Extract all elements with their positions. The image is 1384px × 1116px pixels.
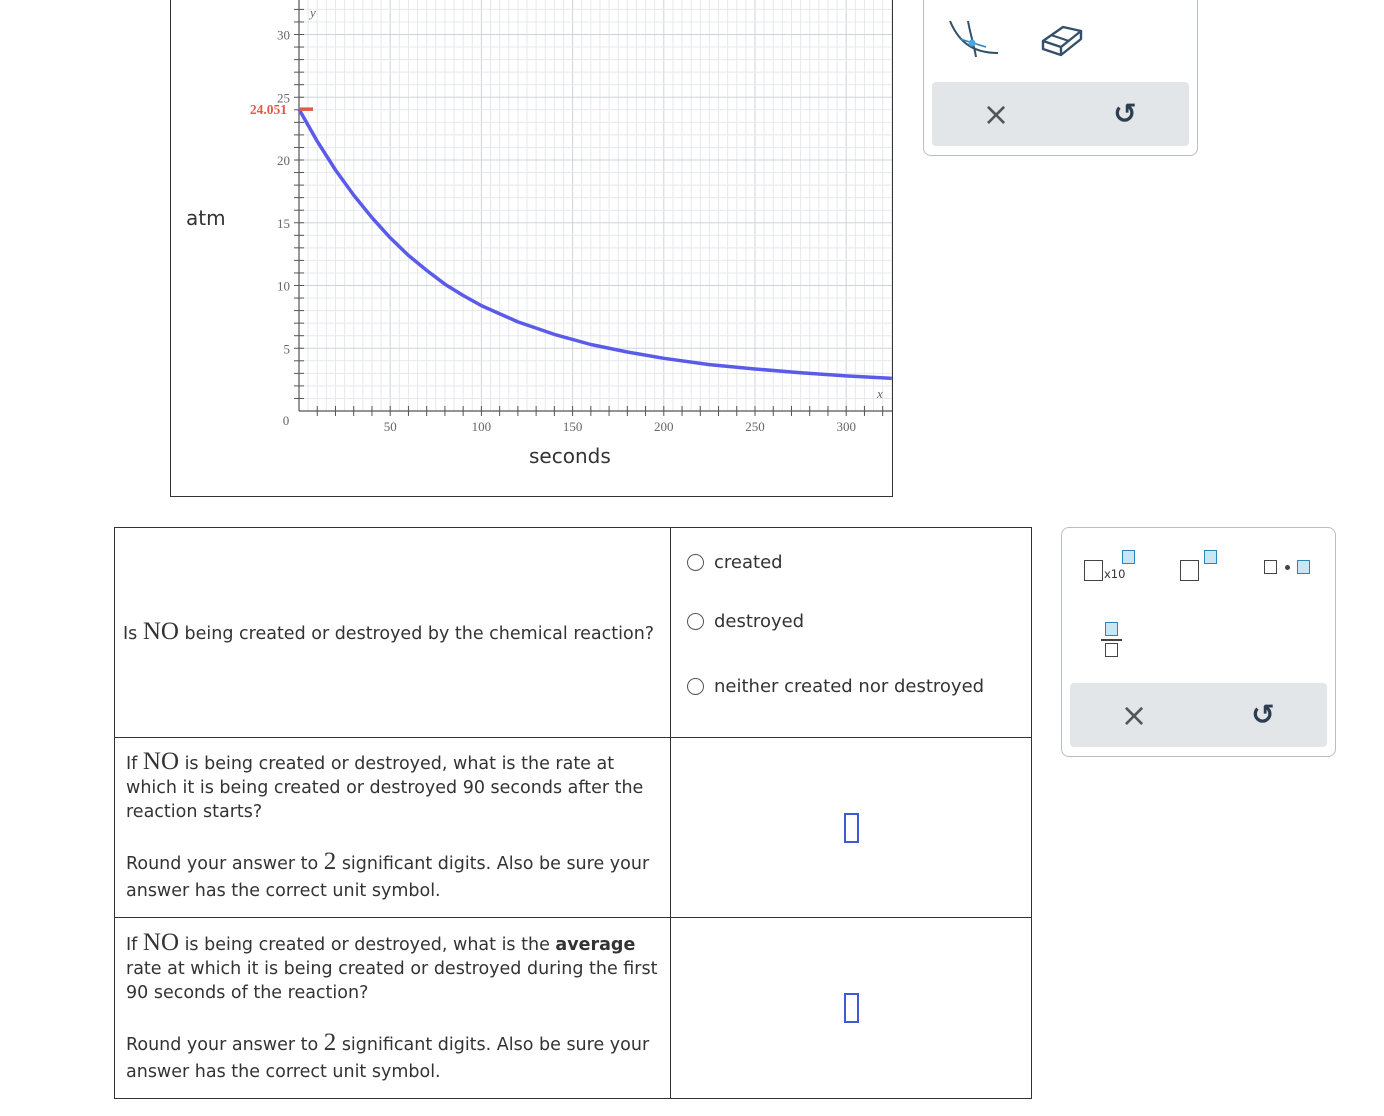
option-created[interactable] <box>687 552 783 573</box>
rate-answer-input[interactable] <box>844 813 859 843</box>
species-formula: NO <box>142 617 179 645</box>
undo-icon: ↺ <box>1251 698 1275 731</box>
eraser-icon[interactable] <box>1037 19 1085 59</box>
question-1-text: being created or destroyed by the chemical reaction? <box>178 623 655 644</box>
table-row <box>115 738 1032 918</box>
math-tools-panel <box>1061 527 1336 757</box>
y-axis-letter: y <box>310 5 316 20</box>
math-tools-action-bar <box>1070 683 1327 747</box>
option-destroyed[interactable] <box>687 611 804 632</box>
rounding-suffix: significant digits. Also be sure your answer has the correct unit symbol. <box>126 854 650 901</box>
option-neither[interactable] <box>687 676 984 697</box>
graph-panel[interactable] <box>170 0 893 497</box>
undo-icon: ↺ <box>1113 97 1137 130</box>
average-rate-answer-input[interactable] <box>844 993 859 1023</box>
left-box-icon <box>1264 560 1277 574</box>
numerator-box-icon <box>1105 622 1118 636</box>
graph-tools-panel <box>923 0 1198 156</box>
option-label: neither created nor destroyed <box>714 676 985 697</box>
superscript-button[interactable] <box>1180 550 1220 584</box>
exponent-box-icon <box>1204 550 1217 564</box>
plot-area[interactable] <box>171 0 892 496</box>
rounding-prefix: Round your answer to <box>126 1034 324 1055</box>
y-tick-label: 5 <box>283 341 290 357</box>
x-axis-letter: x <box>877 386 883 401</box>
question-2-prefix: If <box>126 754 143 774</box>
fraction-button[interactable] <box>1101 620 1123 662</box>
question-cell-2 <box>115 738 671 918</box>
sci-notation-button[interactable] <box>1084 550 1140 584</box>
question-3-text-b: rate at which it is being created or destroyed during the first 90 seconds of the reaction? <box>126 958 658 1003</box>
rounding-suffix: significant digits. Also be sure your answer has the correct unit symbol. <box>126 1034 650 1082</box>
y-tick-label: 10 <box>277 278 290 294</box>
table-row <box>115 918 1032 1099</box>
significant-digits: 2 <box>323 848 337 875</box>
answer-cell-2 <box>671 738 1032 918</box>
option-label: destroyed <box>714 611 805 632</box>
question-3-prefix: If <box>126 934 143 955</box>
option-label: created <box>714 552 783 573</box>
answer-cell-1 <box>671 528 1032 738</box>
close-icon: × <box>982 95 1010 133</box>
close-icon: × <box>1120 696 1148 734</box>
x-tick-label: 300 <box>836 419 856 434</box>
radio-button[interactable] <box>687 613 704 630</box>
question-2-text: is being created or destroyed, what is the rate at which it is being created or destroyed 90 seconds after the reaction starts? <box>126 754 644 822</box>
y-axis-unit-label: atm <box>186 206 226 230</box>
graph-undo-button[interactable] <box>1093 82 1157 146</box>
radio-button[interactable] <box>687 678 704 695</box>
decay-curve-line <box>299 109 892 378</box>
y-tick-label: 20 <box>277 153 290 168</box>
exponent-box-icon <box>1122 550 1135 564</box>
significant-digits: 2 <box>323 1028 337 1056</box>
y-tick-label: 15 <box>277 215 290 231</box>
right-box-icon <box>1297 560 1310 574</box>
math-clear-button[interactable] <box>1102 683 1166 747</box>
emphasis-word: average <box>555 934 636 955</box>
y-tick-label: 25 <box>277 90 290 106</box>
question-table <box>114 527 1032 1099</box>
y-tick-label: 30 <box>277 27 290 43</box>
origin-label: 0 <box>282 413 290 428</box>
curve-tool-icon[interactable] <box>946 15 1000 59</box>
question-cell-3 <box>115 918 671 1099</box>
dot-icon <box>1285 565 1290 570</box>
rounding-prefix: Round your answer to <box>126 854 324 874</box>
x-tick-label: 50 <box>383 419 397 434</box>
species-formula: NO <box>142 748 179 775</box>
x-tick-label: 100 <box>471 419 492 434</box>
x-tick-label: 250 <box>745 419 765 434</box>
base-box-icon <box>1180 560 1199 581</box>
x-axis-unit-label: seconds <box>529 444 611 468</box>
question-1-prefix: Is <box>123 623 143 644</box>
graph-tools-action-bar <box>932 82 1189 146</box>
radio-button[interactable] <box>687 554 704 571</box>
placeholder-box-icon <box>1084 560 1103 581</box>
species-formula: NO <box>142 928 179 956</box>
math-undo-button[interactable] <box>1231 683 1295 747</box>
x-tick-label: 200 <box>654 419 674 434</box>
answer-cell-3 <box>671 918 1032 1099</box>
graph-clear-button[interactable] <box>964 82 1028 146</box>
table-row <box>115 528 1032 738</box>
value-marker-label: 24.051 <box>249 102 287 118</box>
sci-notation-label: x10 <box>1104 567 1126 581</box>
fraction-bar-icon <box>1101 639 1122 641</box>
question-3-text-a: is being created or destroyed, what is the <box>179 934 556 955</box>
multiply-dot-button[interactable] <box>1262 558 1314 578</box>
x-tick-label: 150 <box>562 419 583 434</box>
question-cell-1 <box>115 528 671 738</box>
denominator-box-icon <box>1105 643 1118 657</box>
